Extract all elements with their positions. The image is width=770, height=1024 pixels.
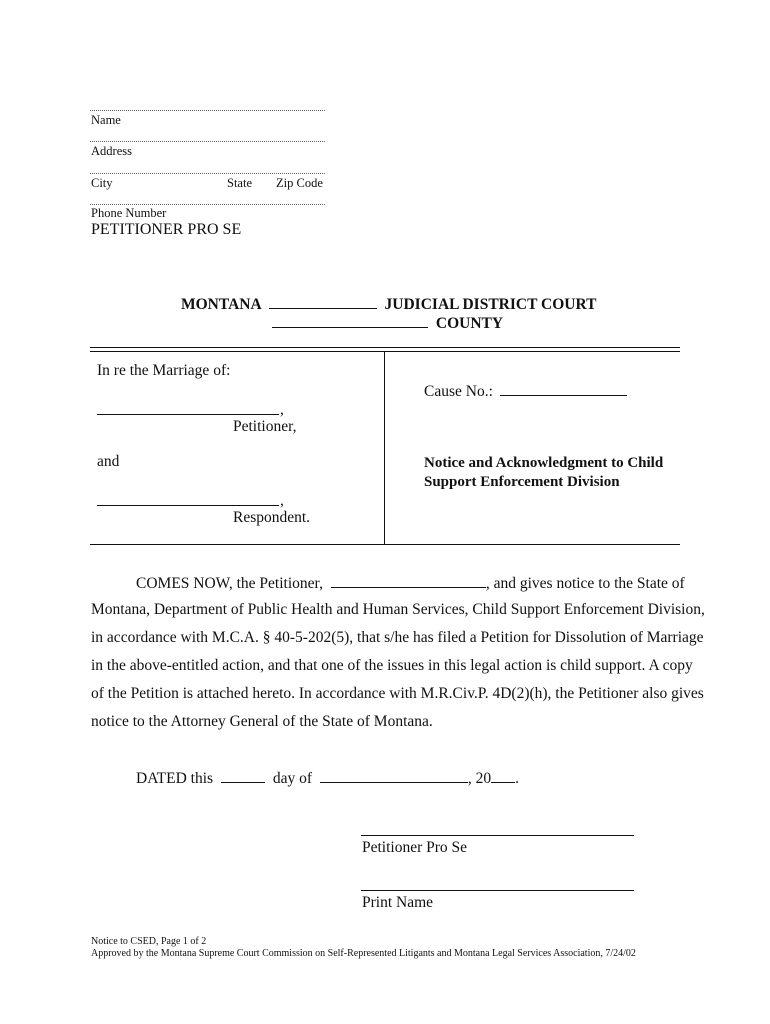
address-line[interactable]	[90, 141, 325, 142]
city-state-zip-line[interactable]	[90, 173, 325, 174]
dated-label: DATED this	[136, 770, 214, 787]
body-line-2: Montana, Department of Public Health and Human Services, Child Support Enforcement Division,	[91, 601, 705, 618]
court-state: MONTANA	[181, 296, 261, 313]
footer-page-number: Notice to CSED, Page 1 of 2	[91, 936, 207, 947]
court-county: COUNTY	[435, 315, 504, 332]
year-prefix: , 20	[467, 770, 492, 787]
city-label: City	[91, 176, 113, 190]
petitioner-pro-se-heading: PETITIONER PRO SE	[91, 221, 242, 238]
court-heading-line1	[181, 294, 596, 314]
caption-divider	[384, 351, 385, 544]
phone-label: Phone Number	[91, 206, 167, 220]
court-district: JUDICIAL DISTRICT COURT	[384, 296, 597, 313]
petitioner-label: Petitioner,	[233, 418, 297, 435]
county-blank[interactable]	[272, 313, 428, 328]
petitioner-signature-line[interactable]	[361, 835, 634, 836]
body-line-5: of the Petition is attached hereto. In accordance with M.R.Civ.P. 4D(2)(h), the Petitioner also gives	[91, 685, 704, 702]
petitioner-pro-se-label: Petitioner Pro Se	[362, 839, 468, 856]
body-line-3: in accordance with M.C.A. § 40-5-202(5), that s/he has filed a Petition for Dissolution of Marriage	[91, 629, 704, 646]
name-line[interactable]	[90, 110, 325, 111]
district-blank[interactable]	[269, 294, 377, 309]
in-re-label: In re the Marriage of:	[97, 362, 231, 379]
document-title: Notice and Acknowledgment to Child Support Enforcement Division	[424, 455, 664, 490]
phone-line[interactable]	[90, 204, 325, 205]
zip-label: Zip Code	[276, 176, 323, 190]
petitioner-comma: ,	[280, 401, 284, 418]
year-suffix: .	[515, 770, 519, 787]
cause-number	[424, 381, 627, 401]
respondent-comma: ,	[280, 492, 284, 509]
body-line-6: notice to the Attorney General of the State of Montana.	[91, 713, 433, 730]
petitioner-name-line[interactable]	[97, 414, 279, 415]
footer-approval: Approved by the Montana Supreme Court Commission on Self-Represented Litigants and Montana Legal Services Association, 7/24/02	[91, 948, 636, 959]
month-blank[interactable]	[320, 768, 468, 783]
gives-notice-text: , and gives notice to the State of	[485, 575, 685, 592]
name-label: Name	[91, 113, 121, 127]
body-line-1	[136, 573, 685, 593]
dated-line	[136, 768, 519, 788]
day-of-label: day of	[272, 770, 312, 787]
cause-number-blank[interactable]	[500, 381, 627, 396]
day-blank[interactable]	[221, 768, 265, 783]
petitioner-blank[interactable]	[331, 573, 486, 588]
comes-now-text: COMES NOW, the Petitioner,	[136, 575, 323, 592]
court-heading-line2	[272, 313, 503, 333]
caption-bottom-rule	[90, 544, 680, 545]
year-blank[interactable]	[491, 768, 515, 783]
body-line-4: in the above-entitled action, and that one of the issues in this legal action is child support. A copy	[91, 657, 693, 674]
caption-top-rule	[90, 347, 680, 352]
address-label: Address	[91, 144, 132, 158]
state-label: State	[227, 176, 252, 190]
print-name-line[interactable]	[361, 890, 634, 891]
respondent-label: Respondent.	[233, 509, 311, 526]
cause-number-label: Cause No.:	[424, 383, 493, 400]
and-label: and	[97, 453, 120, 470]
print-name-label: Print Name	[362, 894, 434, 911]
respondent-name-line[interactable]	[97, 505, 279, 506]
